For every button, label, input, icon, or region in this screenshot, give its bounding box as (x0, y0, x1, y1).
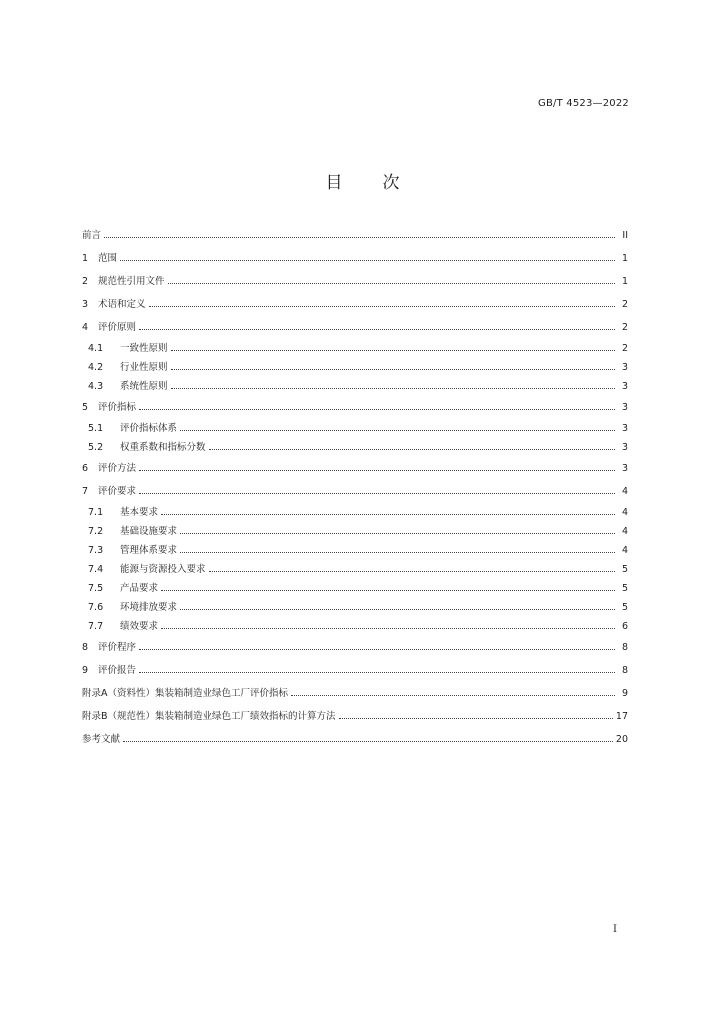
toc-entry-page: 6 (621, 621, 628, 632)
toc-entry[interactable] (82, 560, 628, 579)
toc-dot-leader (180, 429, 615, 431)
toc-entry[interactable] (82, 293, 628, 316)
toc-entry-label: 评价要求 (98, 486, 137, 497)
toc-dot-leader (104, 236, 615, 238)
toc-dot-leader (139, 469, 615, 471)
toc-entry-number: 8 (82, 642, 89, 653)
toc-dot-leader (139, 492, 615, 494)
toc-dot-leader (209, 448, 615, 450)
toc-entry-label: 范围 (98, 253, 118, 264)
toc-dot-leader (120, 259, 615, 261)
toc-entry[interactable] (82, 541, 628, 560)
toc-entry-number: 9 (82, 665, 89, 676)
toc-dot-leader (139, 408, 615, 410)
toc-entry-number: 4.3 (88, 381, 104, 392)
toc-entry-page: 5 (621, 564, 628, 575)
toc-entry-number: 3 (82, 299, 89, 310)
toc-dot-leader (171, 387, 615, 389)
toc-entry-label: 绩效要求 (120, 621, 159, 632)
toc-entry-page: 1 (621, 253, 628, 264)
page-title: 目次 (325, 173, 440, 193)
toc-entry-page: 8 (621, 665, 628, 676)
toc-dot-leader (180, 551, 615, 553)
toc-entry[interactable] (82, 224, 628, 247)
toc-entry-label: 能源与资源投入要求 (120, 564, 206, 575)
toc-entry-label: 评价原则 (98, 322, 137, 333)
toc-entry[interactable] (82, 617, 628, 636)
toc-entry-number: 5.1 (88, 423, 104, 434)
page-number: I (613, 924, 617, 935)
toc-entry-page: 2 (621, 322, 628, 333)
toc-entry-number: 7.2 (88, 526, 104, 537)
toc-entry-page: 2 (621, 343, 628, 354)
toc-entry[interactable] (82, 480, 628, 503)
toc-entry-page: 1 (621, 276, 628, 287)
toc-entry-page: 3 (621, 402, 628, 413)
toc-entry[interactable] (82, 503, 628, 522)
toc-dot-leader (123, 740, 613, 742)
toc-entry-label: 一致性原则 (120, 343, 168, 354)
toc-entry-page: 4 (621, 507, 628, 518)
toc-entry[interactable] (82, 419, 628, 438)
toc-entry-label: 评价指标 (98, 402, 137, 413)
toc-entry-page: 4 (621, 545, 628, 556)
toc-entry[interactable] (82, 705, 628, 728)
toc-entry[interactable] (82, 270, 628, 293)
toc-entry-number: 5.2 (88, 442, 104, 453)
toc-entry-page: 3 (621, 423, 628, 434)
toc-entry[interactable] (82, 457, 628, 480)
toc-entry-number: 4.1 (88, 343, 104, 354)
standard-code: GB/T 4523—2022 (538, 98, 629, 109)
toc-entry-label: 附录A（资料性）集装箱制造业绿色工厂评价指标 (82, 688, 288, 699)
toc-entry-page: 3 (621, 381, 628, 392)
toc-entry[interactable] (82, 358, 628, 377)
toc-entry-page: 8 (621, 642, 628, 653)
toc-dot-leader (171, 349, 615, 351)
toc-entry[interactable] (82, 396, 628, 419)
toc-dot-leader (168, 282, 615, 284)
toc-entry-number: 7 (82, 486, 89, 497)
toc-entry-page: 20 (615, 734, 628, 745)
toc-entry-page: 3 (621, 442, 628, 453)
toc-entry-page: 3 (621, 362, 628, 373)
toc-entry[interactable] (82, 438, 628, 457)
toc-entry-number: 6 (82, 463, 89, 474)
toc-entry-page: 4 (621, 526, 628, 537)
table-of-contents (82, 224, 628, 751)
toc-entry-label: 环境排放要求 (120, 602, 178, 613)
toc-dot-leader (149, 305, 615, 307)
toc-entry-label: 产品要求 (120, 583, 159, 594)
toc-entry-number: 7.3 (88, 545, 104, 556)
toc-dot-leader (139, 671, 615, 673)
toc-dot-leader (180, 532, 615, 534)
toc-entry[interactable] (82, 728, 628, 751)
toc-entry-page: II (622, 230, 628, 241)
toc-entry-label: 评价程序 (98, 642, 137, 653)
toc-dot-leader (161, 627, 615, 629)
toc-dot-leader (139, 328, 615, 330)
toc-entry-label: 评价指标体系 (120, 423, 178, 434)
toc-entry-number: 1 (82, 253, 89, 264)
toc-entry[interactable] (82, 247, 628, 270)
toc-entry-label: 附录B（规范性）集装箱制造业绿色工厂绩效指标的计算方法 (82, 711, 336, 722)
toc-entry-page: 17 (615, 711, 628, 722)
toc-entry[interactable] (82, 339, 628, 358)
toc-entry[interactable] (82, 659, 628, 682)
toc-entry-page: 3 (621, 463, 628, 474)
toc-dot-leader (161, 513, 615, 515)
toc-entry-page: 2 (621, 299, 628, 310)
toc-entry-label: 术语和定义 (98, 299, 146, 310)
toc-entry-number: 2 (82, 276, 89, 287)
toc-entry-page: 4 (621, 486, 628, 497)
toc-entry[interactable] (82, 682, 628, 705)
toc-entry-number: 7.5 (88, 583, 104, 594)
toc-entry-page: 5 (621, 602, 628, 613)
toc-entry[interactable] (82, 377, 628, 396)
toc-entry-number: 4.2 (88, 362, 104, 373)
toc-entry-label: 前言 (82, 230, 102, 241)
toc-entry[interactable] (82, 522, 628, 541)
toc-entry-label: 权重系数和指标分数 (120, 442, 206, 453)
toc-entry-page: 9 (621, 688, 628, 699)
toc-entry[interactable] (82, 316, 628, 339)
toc-entry-number: 7.6 (88, 602, 104, 613)
toc-dot-leader (209, 570, 615, 572)
toc-entry[interactable] (82, 579, 628, 598)
toc-entry[interactable] (82, 636, 628, 659)
toc-dot-leader (139, 648, 615, 650)
toc-entry-number: 7.1 (88, 507, 104, 518)
toc-entry-label: 评价报告 (98, 665, 137, 676)
toc-entry-number: 4 (82, 322, 89, 333)
toc-entry-number: 5 (82, 402, 89, 413)
toc-entry-label: 管理体系要求 (120, 545, 178, 556)
toc-entry-label: 基础设施要求 (120, 526, 178, 537)
toc-dot-leader (180, 608, 615, 610)
toc-entry-number: 7.7 (88, 621, 104, 632)
toc-entry-page: 5 (621, 583, 628, 594)
toc-entry-label: 评价方法 (98, 463, 137, 474)
toc-entry-number: 7.4 (88, 564, 104, 575)
toc-dot-leader (339, 717, 613, 719)
toc-dot-leader (161, 589, 615, 591)
toc-entry-label: 行业性原则 (120, 362, 168, 373)
toc-entry-label: 基本要求 (120, 507, 159, 518)
toc-entry[interactable] (82, 598, 628, 617)
toc-entry-label: 系统性原则 (120, 381, 168, 392)
toc-dot-leader (171, 368, 615, 370)
toc-entry-label: 规范性引用文件 (98, 276, 165, 287)
toc-dot-leader (291, 694, 615, 696)
toc-entry-label: 参考文献 (82, 734, 121, 745)
